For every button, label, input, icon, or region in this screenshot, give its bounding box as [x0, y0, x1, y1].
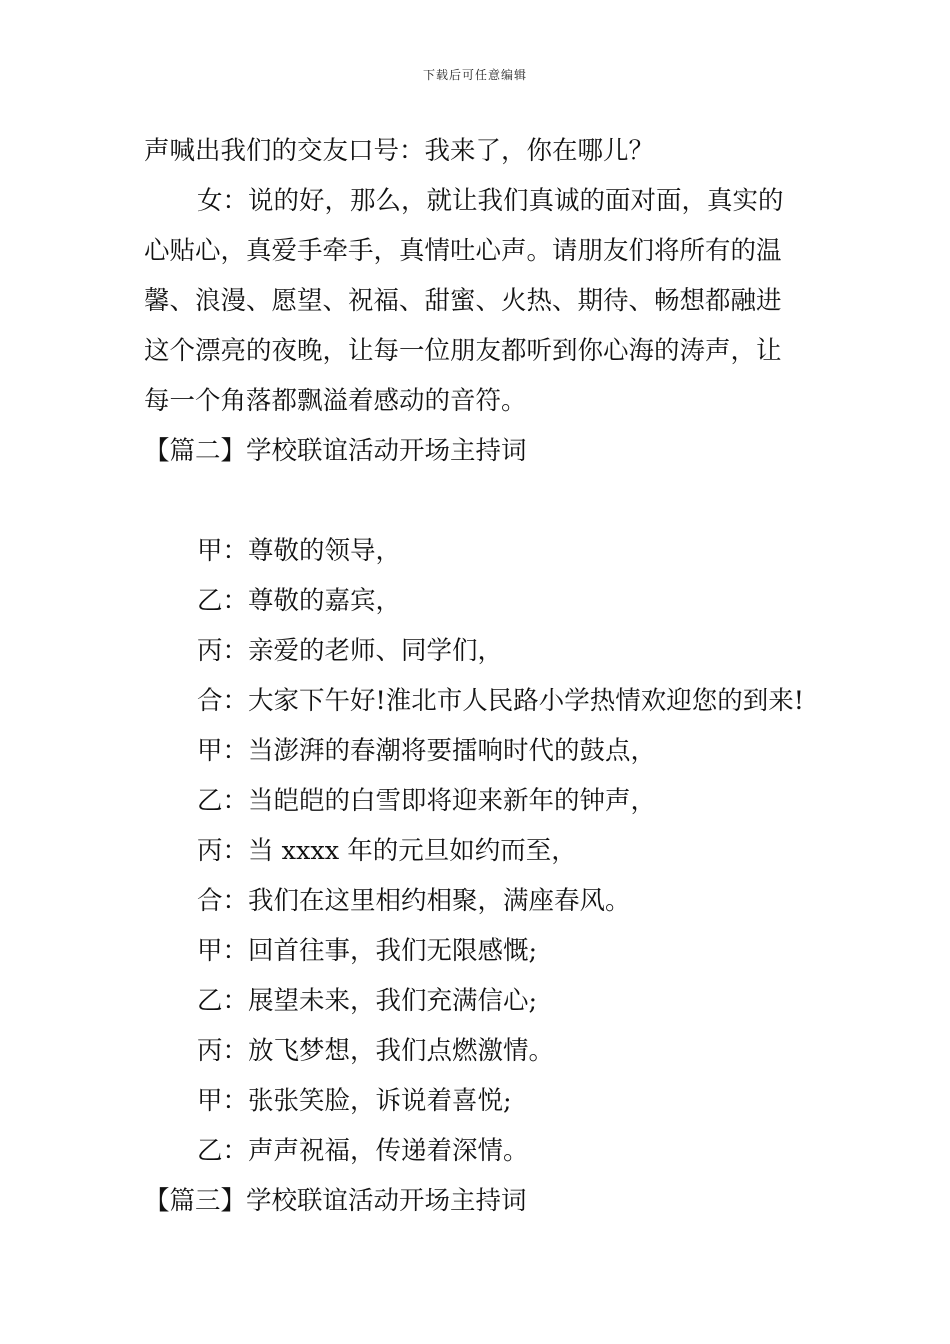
dialogue-line: 乙：尊敬的嘉宾，	[197, 586, 402, 616]
paragraph-line: 声喊出我们的交友口号：我来了，你在哪儿？	[144, 136, 655, 166]
paragraph-line: 心贴心，真爱手牵手，真情吐心声。请朋友们将所有的温	[144, 236, 782, 266]
dialogue-line: 丙：放飞梦想，我们点燃激情。	[197, 1036, 555, 1066]
paragraph-line: 这个漂亮的夜晚，让每一位朋友都听到你心海的涛声，让	[144, 336, 782, 366]
dialogue-line: 甲：张张笑脸，诉说着喜悦;	[197, 1086, 512, 1116]
section-heading: 【篇三】学校联谊活动开场主持词	[144, 1186, 527, 1216]
paragraph-line: 馨、浪漫、愿望、祝福、甜蜜、火热、期待、畅想都融进	[144, 286, 782, 316]
dialogue-line: 甲：尊敬的领导，	[197, 536, 402, 566]
dialogue-line: 合：我们在这里相约相聚，满座春风。	[197, 886, 631, 916]
section-heading: 【篇二】学校联谊活动开场主持词	[144, 436, 527, 466]
dialogue-line: 丙：亲爱的老师、同学们，	[197, 636, 504, 666]
dialogue-line: 甲：回首往事，我们无限感慨;	[197, 936, 538, 966]
dialogue-line: 乙：展望未来，我们充满信心;	[197, 986, 538, 1016]
dialogue-line: 乙：当皑皑的白雪即将迎来新年的钟声，	[197, 786, 657, 816]
document-body	[144, 126, 814, 1226]
dialogue-line: 丙：当 xxxx 年的元旦如约而至，	[197, 836, 577, 866]
paragraph-line: 女：说的好，那么，就让我们真诚的面对面，真实的	[197, 186, 784, 216]
page-header-note: 下载后可任意编辑	[422, 68, 527, 82]
dialogue-line: 乙：声声祝福，传递着深情。	[197, 1136, 529, 1166]
paragraph-line: 每一个角落都飘溢着感动的音符。	[144, 386, 527, 416]
dialogue-line: 合：大家下午好!淮北市人民路小学热情欢迎您的到来!	[197, 686, 804, 716]
dialogue-line: 甲：当澎湃的春潮将要擂响时代的鼓点，	[197, 736, 657, 766]
blank-line	[144, 476, 814, 526]
